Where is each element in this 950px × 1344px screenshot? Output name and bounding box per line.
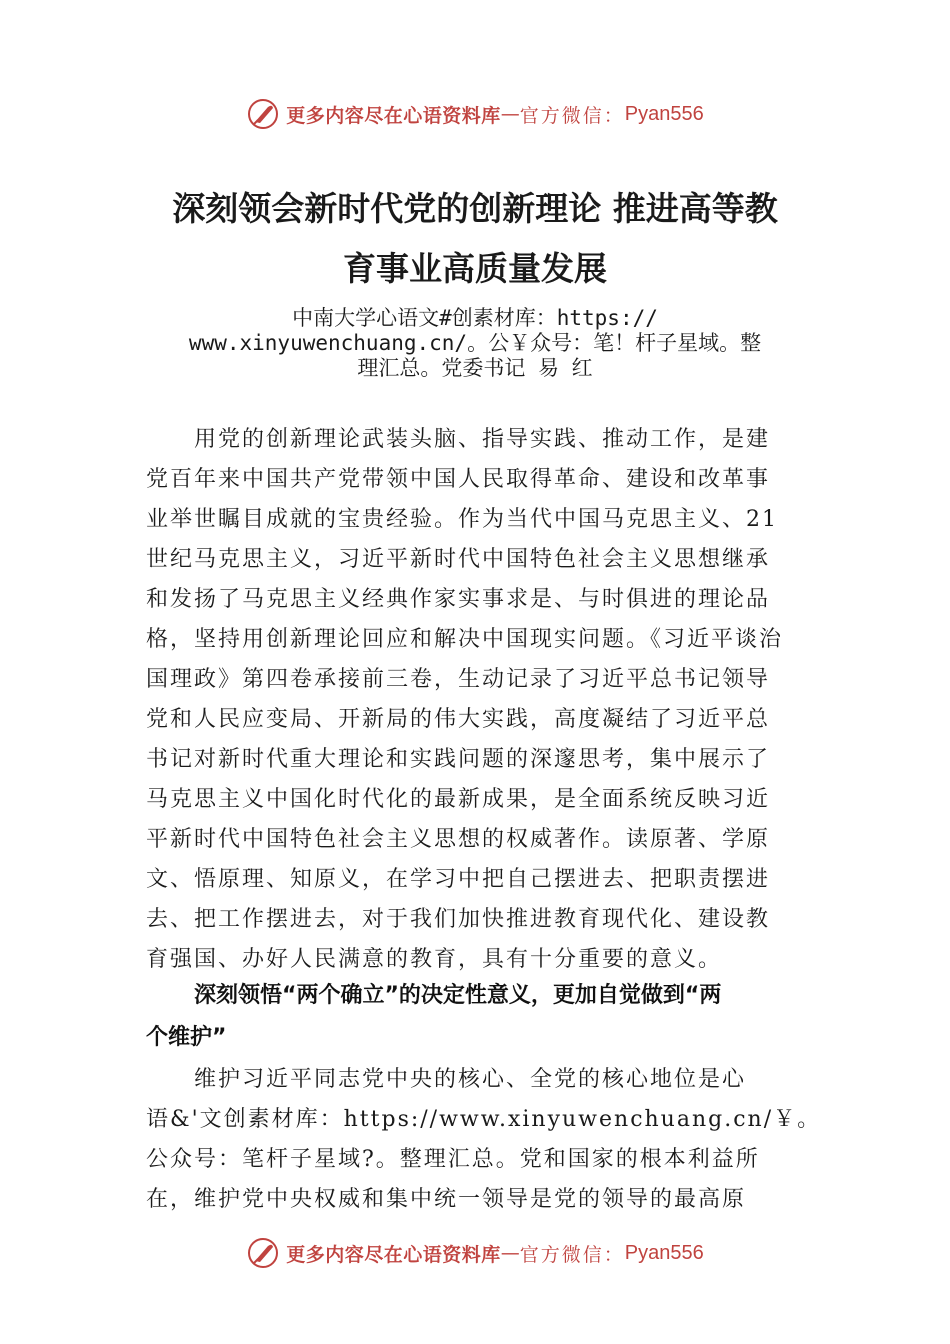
- byline-line-1: 中南大学心语文#创素材库：https://: [292, 306, 658, 330]
- paragraph-line: 去、把工作摆进去，对于我们加快推进教育现代化、建设教: [146, 907, 771, 932]
- paragraph-line: 育强国、办好人民满意的教育，具有十分重要的意义。: [146, 947, 723, 972]
- banner-wechat-id: Pyan556: [624, 1241, 704, 1264]
- page-title-line-2: 育事业高质量发展: [343, 249, 607, 288]
- section-heading: [146, 975, 846, 1059]
- quill-pen-logo-icon: [246, 1236, 280, 1270]
- paragraph-line: 文、悟原理、知原义，在学习中把自己摆进去、把职责摆进: [146, 867, 771, 892]
- banner-brand-text: 更多内容尽在心语资料库: [286, 1243, 501, 1266]
- paragraph-line: 党百年来中国共产党带领中国人民取得革命、建设和改革事: [146, 467, 771, 492]
- page-title-line-1: 深刻领会新时代党的创新理论 推进高等教: [172, 189, 778, 228]
- paragraph-line: 维护习近平同志党中央的核心、全党的核心地位是心: [194, 1067, 747, 1092]
- paragraph-line: 业举世瞩目成就的宝贵经验。作为当代中国马克思主义、21: [146, 507, 778, 532]
- header-banner: [0, 94, 950, 134]
- paragraph-line: 语&'文创素材库：https://www.xinyuwenchuang.cn/￥。: [146, 1107, 822, 1132]
- paragraph-line: 国理政》第四卷承接前三卷，生动记录了习近平总书记领导: [146, 667, 771, 692]
- banner-dash: —: [500, 1242, 520, 1264]
- paragraph-line: 书记对新时代重大理论和实践问题的深邃思考，集中展示了: [146, 747, 771, 772]
- paragraph-1: [146, 420, 816, 980]
- section-heading-line: 个维护”: [146, 1025, 227, 1050]
- paragraph-line: 党和人民应变局、开新局的伟大实践，高度凝结了习近平总: [146, 707, 771, 732]
- banner-dash: —: [500, 103, 520, 125]
- banner-wechat-label: 官方微信：: [519, 104, 625, 127]
- byline: [140, 306, 810, 381]
- banner-wechat-id: Pyan556: [624, 102, 704, 125]
- paragraph-line: 平新时代中国特色社会主义思想的权威著作。读原著、学原: [146, 827, 771, 852]
- byline-line-3: 理汇总。党委书记 易 红: [357, 356, 593, 380]
- byline-line-2: www.xinyuwenchuang.cn/。公￥众号：笔！杆子星域。整: [188, 331, 762, 355]
- banner-wechat-label: 官方微信：: [519, 1243, 625, 1266]
- footer-banner: [0, 1233, 950, 1273]
- paragraph-line: 和发扬了马克思主义经典作家实事求是、与时俱进的理论品: [146, 587, 771, 612]
- banner-brand-text: 更多内容尽在心语资料库: [286, 104, 501, 127]
- paragraph-line: 在，维护党中央权威和集中统一领导是党的领导的最高原: [146, 1187, 747, 1212]
- paragraph-line: 马克思主义中国化时代化的最新成果，是全面系统反映习近: [146, 787, 771, 812]
- quill-pen-logo-icon: [246, 97, 280, 131]
- paragraph-line: 公众号：笔杆子星域?。整理汇总。党和国家的根本利益所: [146, 1147, 760, 1172]
- section-heading-line: 深刻领悟“两个确立”的决定性意义，更加自觉做到“两: [194, 983, 722, 1008]
- paragraph-line: 世纪马克思主义，习近平新时代中国特色社会主义思想继承: [146, 547, 771, 572]
- paragraph-line: 用党的创新理论武装头脑、指导实践、推动工作，是建: [194, 427, 771, 452]
- paragraph-line: 格，坚持用创新理论回应和解决中国现实问题。《习近平谈治: [146, 627, 784, 652]
- paragraph-2: [146, 1060, 822, 1220]
